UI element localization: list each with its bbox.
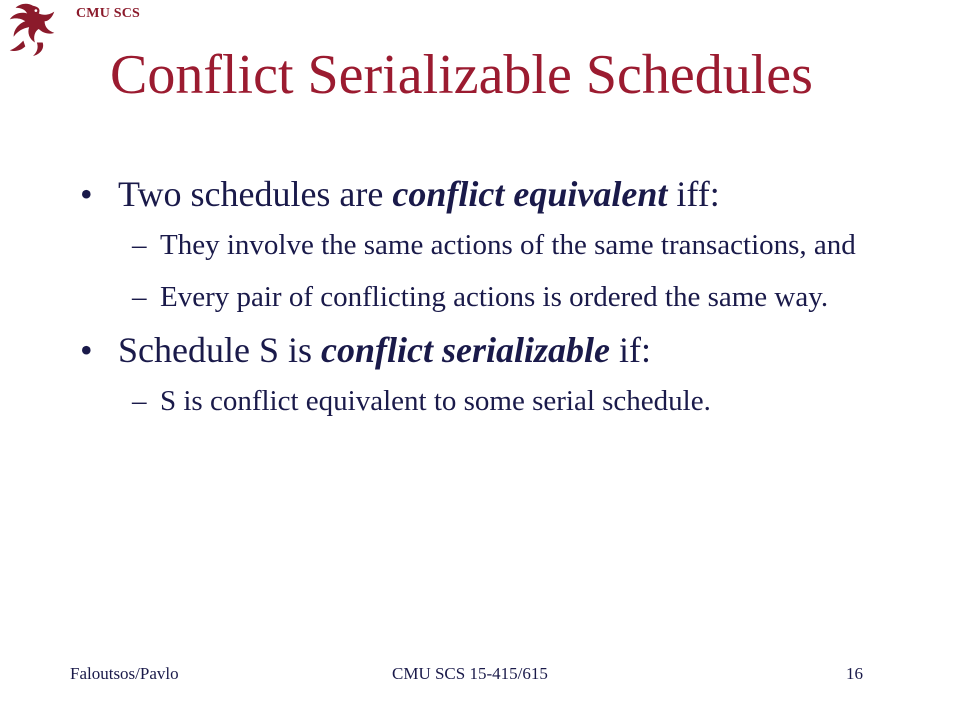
sub-bullet-marker: – (132, 281, 147, 313)
logo-text: CMU SCS (76, 6, 141, 21)
sub-bullet-same-actions (80, 226, 900, 264)
bullet-emphasis: conflict serializable (321, 330, 610, 370)
bullet-text-post: iff: (667, 174, 720, 214)
sub-bullet-text: Every pair of conflicting actions is ordered the same way. (160, 281, 829, 313)
sub-bullet-text: They involve the same actions of the same transactions, and (160, 229, 856, 261)
sub-bullet-marker: – (132, 229, 147, 261)
sub-bullet-serial-schedule (80, 382, 900, 420)
bullet-emphasis: conflict equivalent (392, 174, 668, 214)
cmu-griffin-icon (4, 0, 62, 58)
bullet-marker: • (80, 330, 93, 370)
slide-title: Conflict Serializable Schedules (110, 44, 813, 106)
bullet-conflict-equivalent (80, 172, 900, 216)
bullet-text-pre: Two schedules are (118, 174, 393, 214)
footer-authors: Faloutsos/Pavlo (70, 664, 179, 683)
sub-bullet-marker: – (132, 385, 147, 417)
bullet-conflict-serializable (80, 328, 900, 372)
footer-page-number: 16 (846, 664, 863, 683)
slide-body (80, 172, 900, 420)
bullet-text-pre: Schedule S is (118, 330, 321, 370)
sub-bullet-text: S is conflict equivalent to some serial schedule. (160, 385, 711, 417)
footer-course: CMU SCS 15-415/615 (392, 664, 548, 683)
sub-bullet-conflicting-pairs (80, 278, 900, 316)
bullet-text-post: if: (609, 330, 651, 370)
bullet-marker: • (80, 174, 93, 214)
